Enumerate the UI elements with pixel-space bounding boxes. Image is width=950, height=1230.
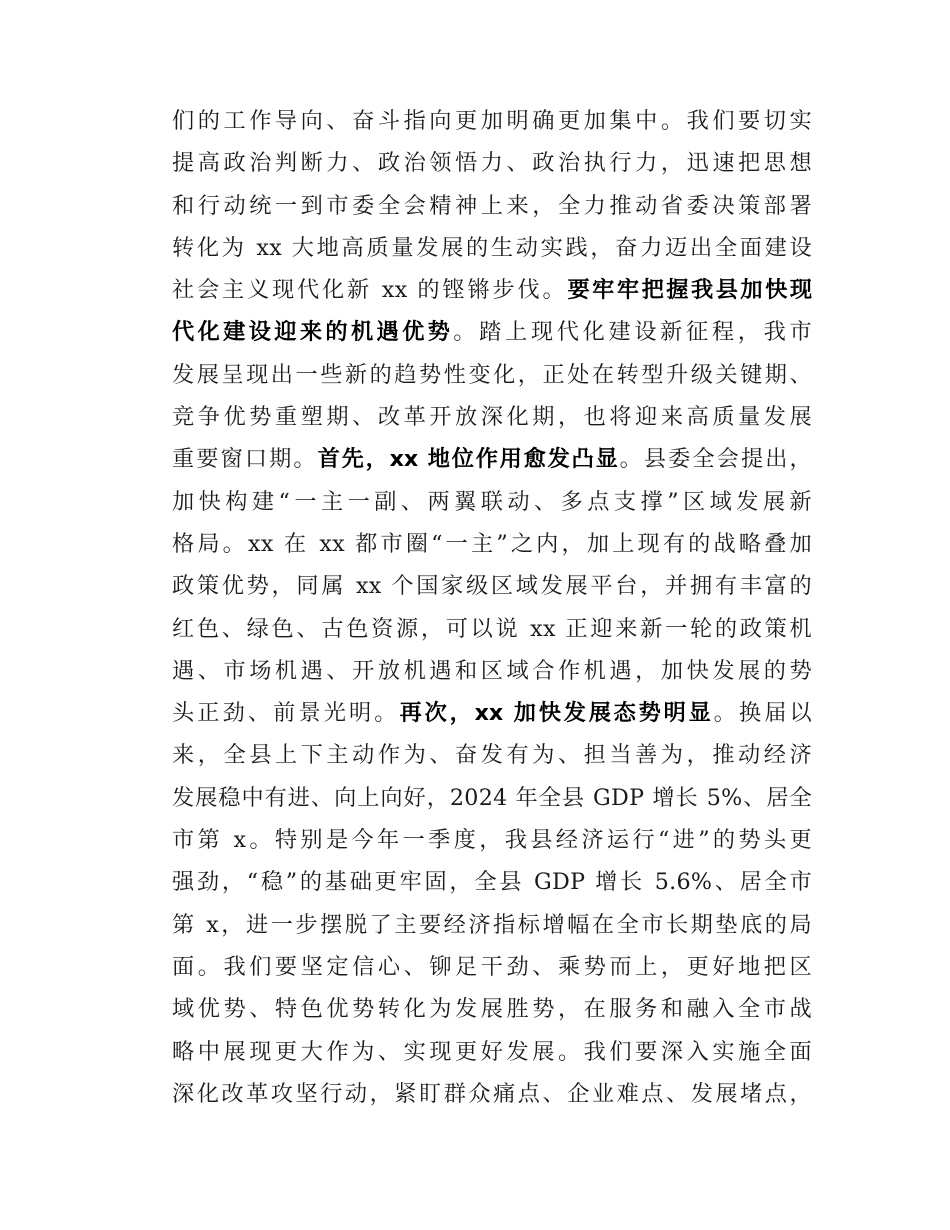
text-line	[172, 311, 812, 353]
text-line	[172, 142, 812, 184]
text-line	[172, 819, 812, 861]
bold-heading-segment: 代化建设迎来的机遇优势	[172, 319, 454, 346]
text-segment: 强劲，“稳”的基础更牢固，全县 GDP 增长 5.6%、居全市	[172, 869, 812, 896]
text-line	[172, 692, 812, 734]
text-segment: 加快构建“一主一副、两翼联动、多点支撑”区域发展新	[172, 488, 812, 515]
bold-heading-segment: 要牢牢把握我县加快现	[567, 277, 812, 304]
text-segment: 。换届以	[713, 700, 812, 727]
text-line	[172, 608, 812, 650]
text-segment: 面。我们要坚定信心、铆足干劲、乘势而上，更好地把区	[172, 953, 812, 980]
text-line	[172, 396, 812, 438]
text-line	[172, 269, 812, 311]
text-segment: 发展稳中有进、向上向好，2024 年全县 GDP 增长 5%、居全	[172, 784, 812, 811]
text-segment: 。县委全会提出，	[619, 446, 812, 473]
text-segment: 和行动统一到市委全会精神上来，全力推动省委决策部署	[172, 192, 812, 219]
text-line	[172, 523, 812, 565]
text-line	[172, 946, 812, 988]
text-line	[172, 1031, 812, 1073]
bold-heading-segment: 首先，xx 地位作用愈发凸显	[317, 446, 620, 473]
text-line	[172, 650, 812, 692]
text-segment: 略中展现更大作为、实现更好发展。我们要深入实施全面	[172, 1038, 812, 1065]
text-segment: 政策优势，同属 xx 个国家级区域发展平台，并拥有丰富的	[172, 573, 812, 600]
text-segment: 发展呈现出一些新的趋势性变化，正处在转型升级关键期、	[172, 361, 812, 388]
text-line	[172, 354, 812, 396]
text-line	[172, 1073, 812, 1115]
text-segment: 来，全县上下主动作为、奋发有为、担当善为，推动经济	[172, 742, 812, 769]
text-segment: 们的工作导向、奋斗指向更加明确更加集中。我们要切实	[172, 108, 812, 134]
text-line	[172, 777, 812, 819]
text-segment: 格局。xx 在 xx 都市圈“一主”之内，加上现有的战略叠加	[172, 530, 812, 557]
text-line	[172, 481, 812, 523]
text-segment: 红色、绿色、古色资源，可以说 xx 正迎来新一轮的政策机	[172, 615, 812, 642]
text-line	[172, 734, 812, 776]
text-line	[172, 227, 812, 269]
text-segment: 重要窗口期。	[172, 446, 318, 473]
text-line	[172, 904, 812, 946]
text-segment: 。踏上现代化建设新征程，我市	[453, 319, 812, 346]
text-line	[172, 861, 812, 903]
text-segment: 遇、市场机遇、开放机遇和区域合作机遇，加快发展的势	[172, 657, 812, 684]
text-segment: 域优势、特色优势转化为发展胜势，在服务和融入全市战	[172, 996, 812, 1023]
text-line	[172, 100, 812, 142]
text-segment: 深化改革攻坚行动，紧盯群众痛点、企业难点、发展堵点，	[172, 1080, 812, 1107]
text-segment: 转化为 xx 大地高质量发展的生动实践，奋力迈出全面建设	[172, 234, 812, 261]
bold-heading-segment: 再次，xx 加快发展态势明显	[399, 700, 714, 727]
text-segment: 社会主义现代化新 xx 的铿锵步伐。	[172, 277, 568, 304]
text-line	[172, 185, 812, 227]
body-paragraph	[172, 100, 812, 1115]
text-segment: 第 x，进一步摆脱了主要经济指标增幅在全市长期垫底的局	[172, 911, 812, 938]
text-segment: 提高政治判断力、政治领悟力、政治执行力，迅速把思想	[172, 150, 812, 177]
text-line	[172, 988, 812, 1030]
text-segment: 竞争优势重塑期、改革开放深化期，也将迎来高质量发展	[172, 404, 812, 431]
text-line	[172, 438, 812, 480]
text-segment: 头正劲、前景光明。	[172, 700, 400, 727]
text-line	[172, 565, 812, 607]
text-segment: 市第 x。特别是今年一季度，我县经济运行“进”的势头更	[172, 827, 812, 854]
